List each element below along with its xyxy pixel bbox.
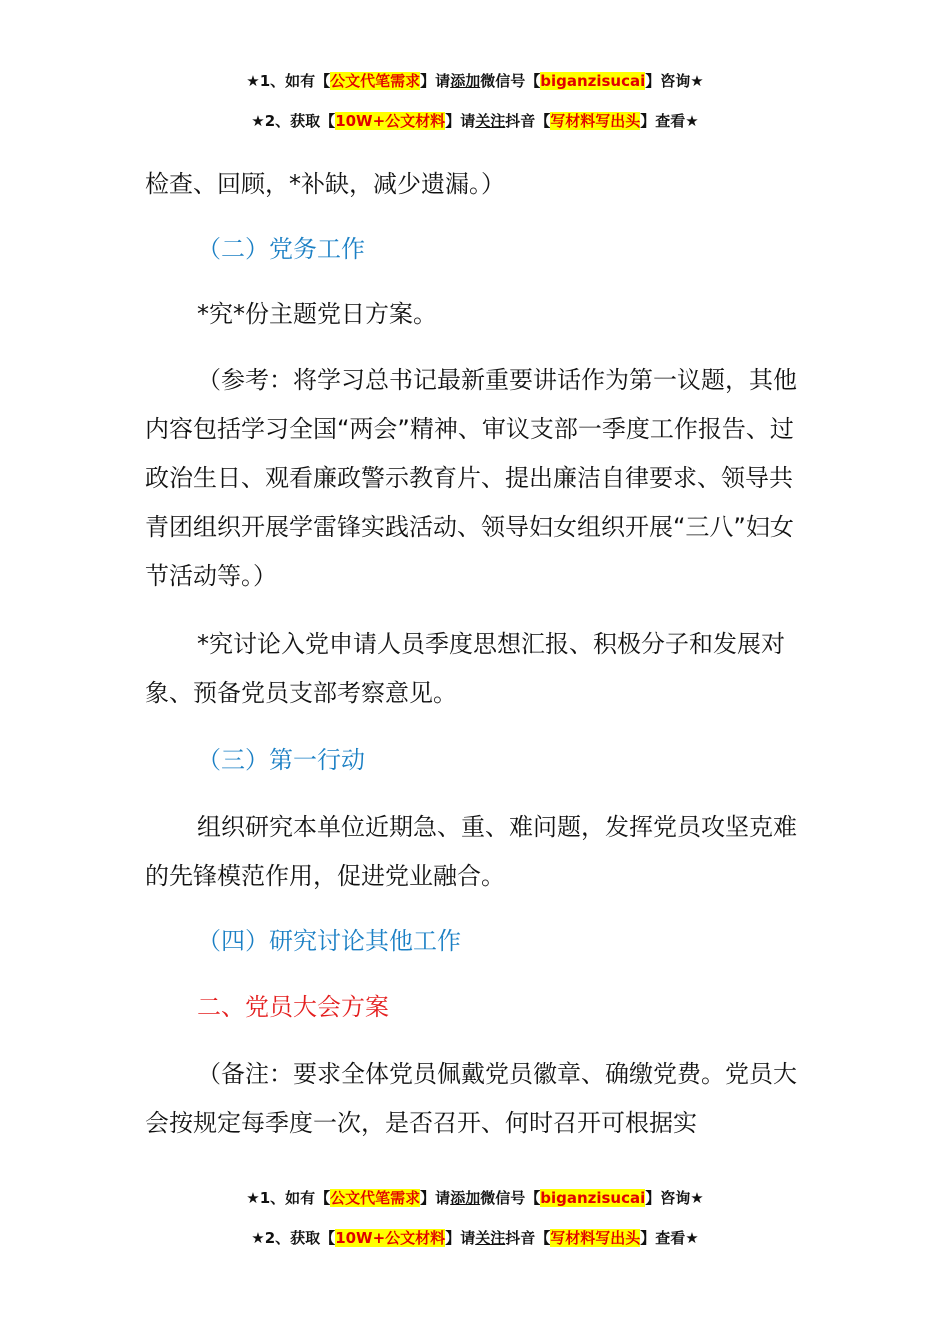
banner-prefix: ★1、如有【	[246, 1189, 331, 1207]
banner-suffix: 】查看★	[640, 112, 699, 130]
banner-highlight-douyin: 写材料写出头	[550, 1229, 641, 1247]
banner-highlight-wechat-id: biganzisucai	[540, 1189, 646, 1207]
banner-prefix: ★2、获取【	[251, 1229, 336, 1247]
banner-text: 】请	[420, 1189, 451, 1207]
banner-text: 微信号【	[480, 72, 541, 90]
banner-emphasis: 添加	[450, 1189, 481, 1207]
banner-text: 抖音【	[505, 112, 551, 130]
header-banner-line-2	[0, 110, 950, 132]
banner-highlight: 10W+公文材料	[335, 112, 446, 130]
banner-text: 】请	[445, 112, 476, 130]
banner-suffix: 】查看★	[640, 1229, 699, 1247]
section-heading-first-action: （三）第一行动	[197, 746, 365, 774]
header-banner-line-1	[0, 70, 950, 92]
banner-suffix: 】咨询★	[645, 1189, 704, 1207]
banner-highlight-wechat-id: biganzisucai	[540, 72, 646, 90]
paragraph-reference: （参考：将学习总书记最新重要讲话作为第一议题，其他内容包括学习全国“两会”精神、审议支部一季度工作报告、过政治生日、观看廉政警示教育片、提出廉洁自律要求、领导共青团组织开展学雷锋实践活动、领导妇女组织开展“三八”妇女节活动等。）	[145, 366, 797, 590]
paragraph-theme-day: *究*份主题党日方案。	[197, 300, 437, 328]
footer-banner-line-1	[0, 1187, 950, 1209]
banner-highlight-douyin: 写材料写出头	[550, 112, 641, 130]
banner-emphasis: 关注	[475, 1229, 506, 1247]
banner-prefix: ★1、如有【	[246, 72, 331, 90]
section-heading-party-affairs: （二）党务工作	[197, 235, 365, 263]
paragraph-discuss: *究讨论入党申请人员季度思想汇报、积极分子和发展对象、预备党员支部考察意见。	[145, 630, 785, 707]
banner-highlight: 公文代笔需求	[330, 1189, 421, 1207]
banner-emphasis: 添加	[450, 72, 481, 90]
banner-text: 抖音【	[505, 1229, 551, 1247]
paragraph-organize: 组织研究本单位近期急、重、难问题，发挥党员攻坚克难的先锋模范作用，促进党业融合。	[145, 813, 797, 890]
paragraph-continued: 检查、回顾，*补缺，减少遗漏。）	[145, 170, 505, 198]
section-heading-members-meeting: 二、党员大会方案	[197, 993, 389, 1021]
banner-text: 微信号【	[480, 1189, 541, 1207]
banner-emphasis: 关注	[475, 112, 506, 130]
footer-banner-line-2	[0, 1227, 950, 1249]
banner-text: 】请	[420, 72, 451, 90]
banner-text: 】请	[445, 1229, 476, 1247]
paragraph-note: （备注：要求全体党员佩戴党员徽章、确缴党费。党员大会按规定每季度一次，是否召开、何时召开可根据实	[145, 1060, 797, 1137]
banner-highlight: 10W+公文材料	[335, 1229, 446, 1247]
banner-suffix: 】咨询★	[645, 72, 704, 90]
section-heading-other-work: （四）研究讨论其他工作	[197, 927, 461, 955]
banner-highlight: 公文代笔需求	[330, 72, 421, 90]
banner-prefix: ★2、获取【	[251, 112, 336, 130]
